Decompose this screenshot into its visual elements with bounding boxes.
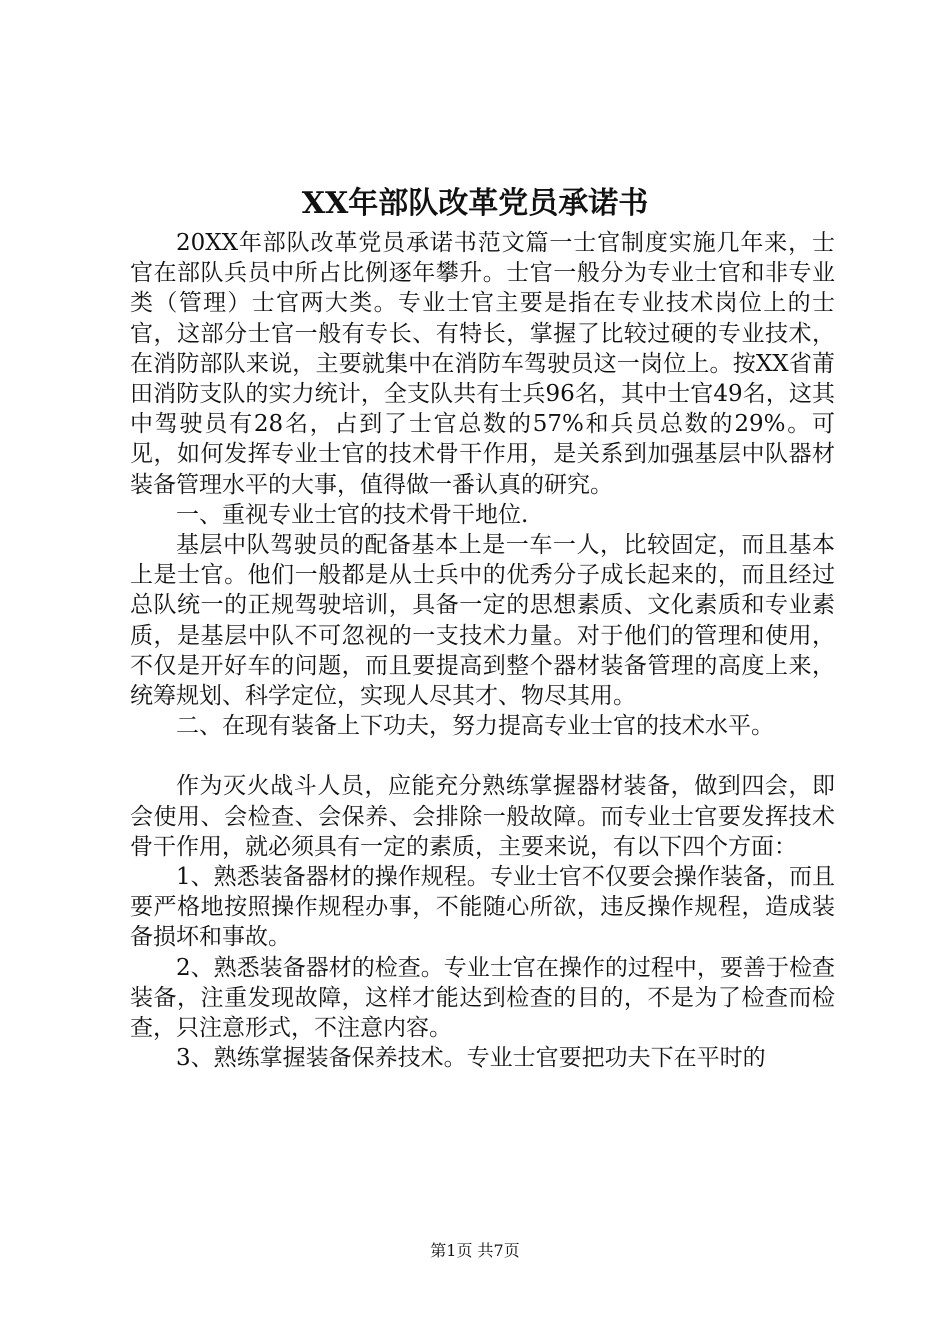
document-title: XX年部队改革党员承诺书 [301, 186, 649, 221]
paragraph-drivers: 基层中队驾驶员的配备基本上是一车一人，比较固定，而且基本上是士官。他们一般都是从士兵中的优秀分子成长起来的，而且经过总队统一的正规驾驶培训，具备一定的思想素质、文化素质和专业素质，是基层中队不可忽视的一支技术力量。对于他们的管理和使用，不仅是开好车的问题，而且要提高到整个器材装备管理的高度上来，统筹规划、科学定位，实现人尽其才、物尽其用。 [130, 532, 835, 710]
section-heading-one: 一、重视专业士官的技术骨干地位. [176, 501, 529, 528]
paragraph-intro: 20XX年部队改革党员承诺书范文篇一士官制度实施几年来，士官在部队兵员中所占比例逐年攀升。士官一般分为专业士官和非专业类（管理）士官两大类。专业士官主要是指在专业技术岗位上的士官，这部分士官一般有专长、有特长，掌握了比较过硬的专业技术，在消防部队来说，主要就集中在消防车驾驶员这一岗位上。按XX省莆田消防支队的实力统计，全支队共有士兵96名，其中士官49名，这其中驾驶员有28名，占到了士官总数的57%和兵员总数的29%。可见，如何发挥专业士官的技术骨干作用，是关系到加强基层中队器材装备管理水平的大事，值得做一番认真的研究。 [130, 230, 835, 498]
page-number-footer: 第1页 共7页 [430, 1241, 520, 1260]
list-item-maintenance: 3、熟练掌握装备保养技术。专业士官要把功夫下在平时的 [176, 1045, 766, 1072]
list-item-inspection: 2、熟悉装备器材的检查。专业士官在操作的过程中，要善于检查装备，注重发现故障，这样才能达到检查的目的，不是为了检查而检查，只注意形式，不注意内容。 [130, 954, 835, 1042]
section-heading-two: 二、在现有装备上下功夫，努力提高专业士官的技术水平。 [176, 713, 774, 740]
paragraph-four-skills: 作为灭火战斗人员，应能充分熟练掌握器材装备，做到四会，即会使用、会检查、会保养、会排除一般故障。而专业士官要发挥技术骨干作用，就必须具有一定的素质，主要来说，有以下四个方面： [130, 773, 835, 860]
document-body [130, 228, 835, 1073]
list-item-operation-rules: 1、熟悉装备器材的操作规程。专业士官不仅要会操作装备，而且要严格地按照操作规程办事，不能随心所欲，违反操作规程，造成装备损坏和事故。 [130, 864, 835, 951]
